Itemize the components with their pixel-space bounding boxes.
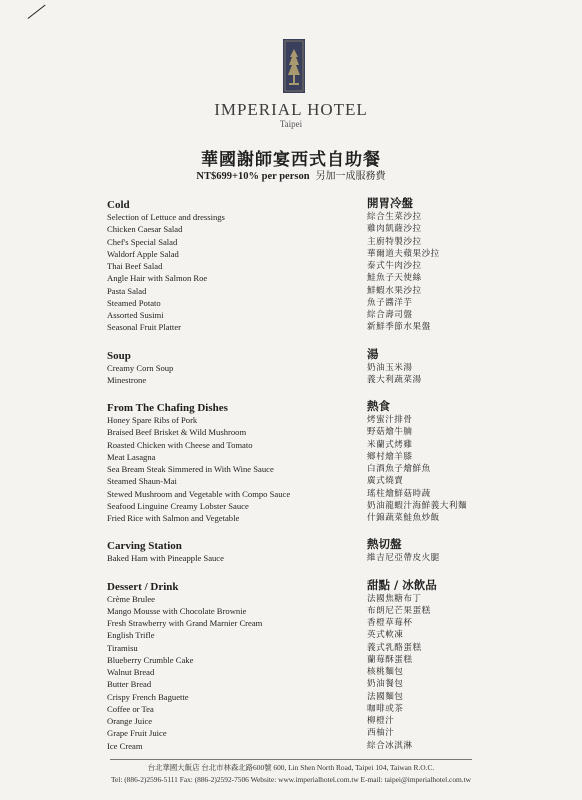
menu-item [107, 362, 507, 374]
menu-item-en: Braised Beef Brisket & Wild Mushroom [107, 427, 247, 438]
menu-item-zh: 法國麵包 [367, 691, 404, 702]
menu-item-en: Selection of Lettuce and dressings [107, 212, 225, 222]
menu-section [107, 398, 507, 524]
menu-item-en: Fried Rice with Salmon and Vegetable [107, 513, 240, 523]
menu-item-en: Grape Fruit Juice [107, 728, 167, 739]
menu-item-zh: 布朗尼芒果蛋糕 [367, 605, 431, 616]
menu-item-zh: 魚子醬洋芋 [367, 297, 413, 308]
section-header [107, 398, 507, 414]
menu-item-en: Roasted Chicken with Cheese and Tomato [107, 439, 253, 450]
menu-item-en: Steamed Potato [107, 297, 161, 308]
menu-item-zh: 咖啡或茶 [367, 703, 404, 714]
menu-item [107, 248, 507, 260]
menu-item-en: Waldorf Apple Salad [107, 248, 179, 259]
section-title-en: Soup [107, 349, 131, 362]
menu-item-zh: 奶油餐包 [367, 679, 404, 690]
menu-item-en: English Trifle [107, 630, 155, 641]
menu-item [107, 740, 507, 752]
menu-item-zh: 英式軟凍 [367, 630, 404, 641]
menu-item [107, 500, 507, 512]
section-title-en: Carving Station [107, 540, 182, 553]
menu-item-en: Baked Ham with Pineapple Sauce [107, 553, 224, 564]
menu-item-en: Honey Spare Ribs of Pork [107, 415, 198, 425]
menu-item-zh: 綜合壽司盤 [367, 310, 413, 320]
menu-item [107, 285, 507, 297]
menu-item [107, 629, 507, 641]
menu-item-en: Crème Brulee [107, 593, 155, 604]
menu-item-zh: 義式乳酪蛋糕 [367, 642, 422, 653]
menu-item-zh: 香橙草莓杯 [367, 618, 413, 628]
menu-item-en: Seafood Linguine Creamy Lobster Sauce [107, 500, 249, 511]
section-header [107, 346, 507, 362]
menu-item [107, 475, 507, 487]
menu-item-zh: 雞肉凱薩沙拉 [367, 224, 422, 235]
menu-item-en: Ice Cream [107, 740, 143, 751]
menu-item-zh: 什錦蔬菜鮭魚炒飯 [367, 513, 440, 523]
pen-mark [28, 5, 46, 20]
menu-item [107, 642, 507, 654]
menu-item [107, 727, 507, 739]
menu-item-zh: 瑤柱燴鮮菇時蔬 [367, 488, 431, 499]
menu-item [107, 309, 507, 321]
menu-item-en: Creamy Corn Soup [107, 362, 174, 373]
menu-item-en: Stewed Mushroom and Vegetable with Compo Sauce [107, 488, 291, 499]
hotel-name: IMPERIAL HOTEL [214, 100, 368, 119]
section-title-zh: 湯 [367, 346, 379, 361]
menu-item [107, 236, 507, 248]
menu-item-zh: 白酒魚子燴鮮魚 [367, 464, 431, 474]
menu-item-en: Pasta Salad [107, 285, 147, 296]
menu-item [107, 211, 507, 223]
price: NT$699+10% per person [196, 171, 310, 182]
menu-item-zh: 維吉尼亞帶皮火腿 [367, 553, 440, 564]
menu-item-zh: 義大利蔬菜湯 [367, 374, 422, 385]
menu-section [107, 195, 507, 334]
menu-item [107, 374, 507, 386]
section-header [107, 536, 507, 552]
menu-item-en: Minestrone [107, 374, 147, 385]
section-title-zh: 開胃冷盤 [367, 196, 413, 210]
menu-item-zh: 蘭莓酥蛋糕 [367, 654, 413, 665]
menu-item-zh: 鄉村燴羊膝 [367, 451, 413, 462]
menu-item [107, 297, 507, 309]
hotel-logo-icon [283, 39, 305, 93]
menu-item-en: Orange Juice [107, 716, 153, 726]
hotel-city: Taipei [279, 119, 303, 129]
footer-address: 台北華國大飯店 台北市林森北路600號 600, Lin Shen North Road, Taipei 104, Taiwan R.O.C. [147, 763, 435, 772]
menu-item-en: Angle Hair with Salmon Roe [107, 273, 208, 284]
menu-item-en: Thai Beef Salad [107, 261, 163, 271]
menu-item [107, 414, 507, 426]
menu-item [107, 463, 507, 475]
menu-item [107, 703, 507, 715]
menu-item-zh: 綜合冰淇淋 [367, 740, 413, 751]
menu-item-en: Crispy French Baguette [107, 691, 189, 702]
section-header [107, 195, 507, 211]
menu-item-zh: 泰式牛肉沙拉 [367, 261, 422, 271]
menu-item-zh: 廣式燒賣 [367, 476, 404, 487]
section-title-zh: 熱食 [367, 399, 390, 413]
menu-item-en: Blueberry Crumble Cake [107, 654, 194, 665]
section-title-zh: 甜點 / 冰飲品 [367, 577, 437, 592]
menu-item-zh: 野菇燴牛腩 [367, 427, 413, 438]
menu-item-zh: 法國焦糖布丁 [367, 593, 422, 604]
menu-item-zh: 華爾道夫蘋果沙拉 [367, 248, 440, 259]
menu-item [107, 605, 507, 617]
menu-item [107, 593, 507, 605]
menu-item-en: Assorted Susimi [107, 310, 164, 320]
menu-item [107, 321, 507, 333]
menu-item [107, 691, 507, 703]
menu-item [107, 617, 507, 629]
menu-item-zh: 鮮蝦水果沙拉 [367, 285, 422, 296]
menu-item [107, 439, 507, 451]
menu-item-en: Steamed Shaun-Mai [107, 476, 177, 487]
menu-item [107, 552, 507, 564]
menu-item-zh: 綜合生菜沙拉 [367, 212, 422, 222]
menu-section [107, 577, 507, 752]
menu-section [107, 346, 507, 387]
menu-item-zh: 核桃麵包 [367, 667, 404, 677]
menu-item [107, 666, 507, 678]
menu-item [107, 488, 507, 500]
section-title-zh: 熱切盤 [367, 537, 402, 552]
menu-item-en: Chef's Special Salad [107, 236, 178, 247]
menu-item-en: Tiramisu [107, 642, 138, 653]
footer-contact: Tel: (886-2)2596-5111 Fax: (886-2)2592-7506 Website: www.imperialhotel.com.tw E-mail: taipei@imperialhotel.com.tw [110, 775, 472, 784]
menu-item-zh: 烤蜜汁排骨 [367, 415, 413, 425]
menu-item [107, 223, 507, 235]
menu-item [107, 678, 507, 690]
section-title-en: From The Chafing Dishes [107, 402, 228, 414]
menu-title: 華國謝師宴西式自助餐 [201, 150, 381, 170]
menu-item-en: Meat Lasagna [107, 451, 156, 462]
menu-item-zh: 主廚特製沙拉 [367, 236, 422, 247]
menu-item-zh: 米蘭式烤雞 [367, 439, 413, 450]
menu-item [107, 260, 507, 272]
menu-item-zh: 奶油玉米湯 [367, 362, 413, 373]
menu-item-zh: 奶油龍蝦汁海鮮義大利麵 [367, 500, 468, 511]
menu-item [107, 512, 507, 524]
menu-item-en: Chicken Caesar Salad [107, 224, 183, 235]
menu-list [107, 195, 507, 764]
menu-item-en: Seasonal Fruit Platter [107, 322, 181, 333]
menu-item-en: Coffee or Tea [107, 703, 154, 714]
menu-item-en: Mango Mousse with Chocolate Brownie [107, 605, 247, 616]
section-title-en: Cold [107, 199, 130, 211]
section-title-en: Dessert / Drink [107, 580, 179, 593]
menu-item-en: Sea Bream Steak Simmered in With Wine Sauce [107, 464, 274, 474]
menu-item [107, 715, 507, 727]
footer-divider [110, 759, 472, 760]
menu-item-en: Walnut Bread [107, 667, 155, 677]
price-line [0, 167, 582, 182]
price-note: 另加一成服務費 [315, 171, 386, 182]
menu-item-zh: 新鮮季節水果盤 [367, 322, 431, 333]
menu-item-zh: 鮭魚子天使絲 [367, 273, 422, 284]
section-header [107, 577, 507, 593]
menu-item [107, 426, 507, 438]
menu-item [107, 272, 507, 284]
menu-item [107, 654, 507, 666]
menu-item-zh: 柳橙汁 [367, 716, 395, 726]
menu-item-en: Fresh Strawberry with Grand Marnier Cream [107, 618, 263, 628]
menu-item-zh: 西柚汁 [367, 728, 395, 739]
menu-section [107, 536, 507, 564]
menu-item-en: Butter Bread [107, 679, 152, 690]
menu-item [107, 451, 507, 463]
